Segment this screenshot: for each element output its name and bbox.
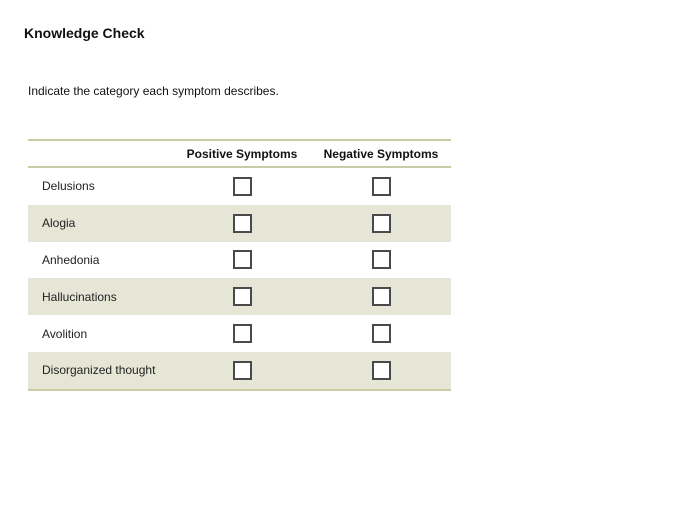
symptom-label: Anhedonia: [42, 252, 100, 267]
table-header-row: [28, 141, 451, 168]
table-row: [28, 205, 451, 242]
header-positive-symptoms: Positive Symptoms: [186, 146, 298, 161]
positive-checkbox[interactable]: [233, 324, 252, 343]
symptom-label: Avolition: [42, 326, 88, 341]
page-title: Knowledge Check: [24, 25, 145, 41]
symptom-label: Delusions: [42, 179, 95, 194]
symptom-label: Disorganized thought: [42, 363, 156, 378]
table-row: [28, 352, 451, 389]
negative-checkbox[interactable]: [372, 324, 391, 343]
table-row: [28, 315, 451, 352]
positive-checkbox[interactable]: [233, 214, 252, 233]
negative-checkbox[interactable]: [372, 214, 391, 233]
symptom-table: [28, 139, 451, 391]
symptom-label: Alogia: [42, 216, 76, 231]
negative-checkbox[interactable]: [372, 287, 391, 306]
negative-checkbox[interactable]: [372, 177, 391, 196]
symptom-label: Hallucinations: [42, 289, 117, 304]
header-negative-symptoms: Negative Symptoms: [323, 146, 439, 161]
positive-checkbox[interactable]: [233, 250, 252, 269]
positive-checkbox[interactable]: [233, 287, 252, 306]
instruction-text: Indicate the category each symptom describes.: [28, 84, 279, 98]
table-row: [28, 278, 451, 315]
positive-checkbox[interactable]: [233, 361, 252, 380]
positive-checkbox[interactable]: [233, 177, 252, 196]
table-row: [28, 168, 451, 205]
negative-checkbox[interactable]: [372, 250, 391, 269]
negative-checkbox[interactable]: [372, 361, 391, 380]
table-row: [28, 242, 451, 279]
